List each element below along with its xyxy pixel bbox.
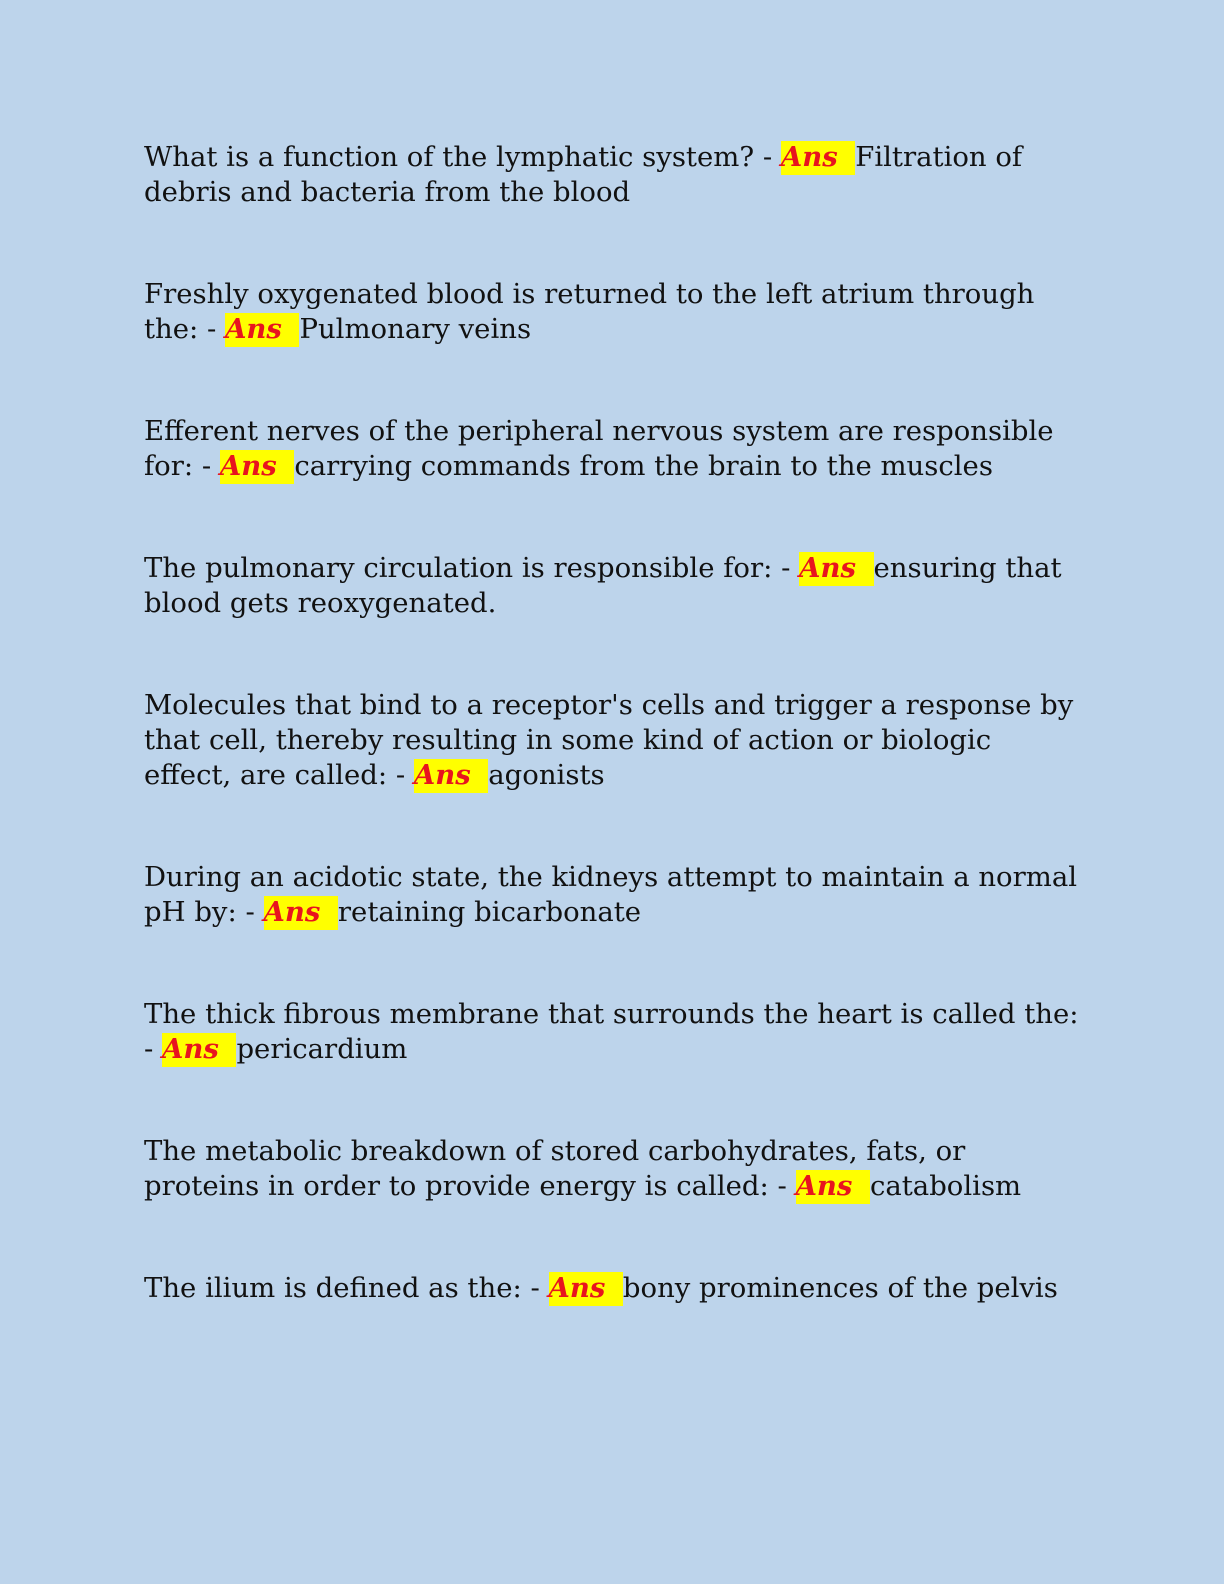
answer-marker: Ans	[799, 552, 873, 586]
question-text: Molecules that bind to a receptor's cells and trigger a response by that cell, thereby resulting in some kind of action or biologic effect, are called: -	[144, 689, 1074, 791]
answer-marker: Ans	[162, 1033, 236, 1067]
question-text: The metabolic breakdown of stored carbohydrates, fats, or proteins in order to provide energy is called: -	[144, 1135, 966, 1202]
qa-item	[144, 860, 1084, 930]
answer-marker: Ans	[220, 450, 294, 484]
qa-item	[144, 551, 1084, 621]
answer-marker: Ans	[549, 1272, 623, 1306]
qa-item	[144, 1134, 1084, 1204]
answer-marker: Ans	[414, 759, 488, 793]
question-text: The ilium is defined as the: -	[144, 1272, 549, 1304]
question-text: Freshly oxygenated blood is returned to the left atrium through the: -	[144, 278, 1035, 345]
question-text: Efferent nerves of the peripheral nervous system are responsible for: -	[144, 415, 1054, 482]
answer-text: catabolism	[869, 1170, 1022, 1202]
qa-item	[144, 1271, 1084, 1306]
answer-marker: Ans	[264, 896, 338, 930]
answer-marker: Ans	[781, 141, 855, 175]
qa-list	[144, 140, 1084, 1306]
qa-item	[144, 997, 1084, 1067]
answer-marker: Ans	[225, 313, 299, 347]
answer-marker: Ans	[796, 1170, 870, 1204]
answer-text: pericardium	[236, 1033, 408, 1065]
question-text: The thick fibrous membrane that surrounds the heart is called the: -	[144, 998, 1079, 1065]
answer-text: Pulmonary veins	[299, 313, 532, 345]
question-text: The pulmonary circulation is responsible for: -	[144, 552, 800, 584]
answer-text: carrying commands from the brain to the muscles	[294, 450, 993, 482]
qa-item	[144, 688, 1084, 793]
qa-item	[144, 414, 1084, 484]
question-text: What is a function of the lymphatic system? -	[144, 141, 781, 173]
qa-item	[144, 277, 1084, 347]
answer-text: Filtration of debris and bacteria from the blood	[144, 141, 1023, 208]
answer-text: ensuring that blood gets reoxygenated.	[144, 552, 1062, 619]
answer-text: agonists	[488, 759, 605, 791]
qa-item	[144, 140, 1084, 210]
answer-text: retaining bicarbonate	[337, 896, 642, 928]
answer-text: bony prominences of the pelvis	[622, 1272, 1058, 1304]
question-text: During an acidotic state, the kidneys attempt to maintain a normal pH by: -	[144, 861, 1078, 928]
